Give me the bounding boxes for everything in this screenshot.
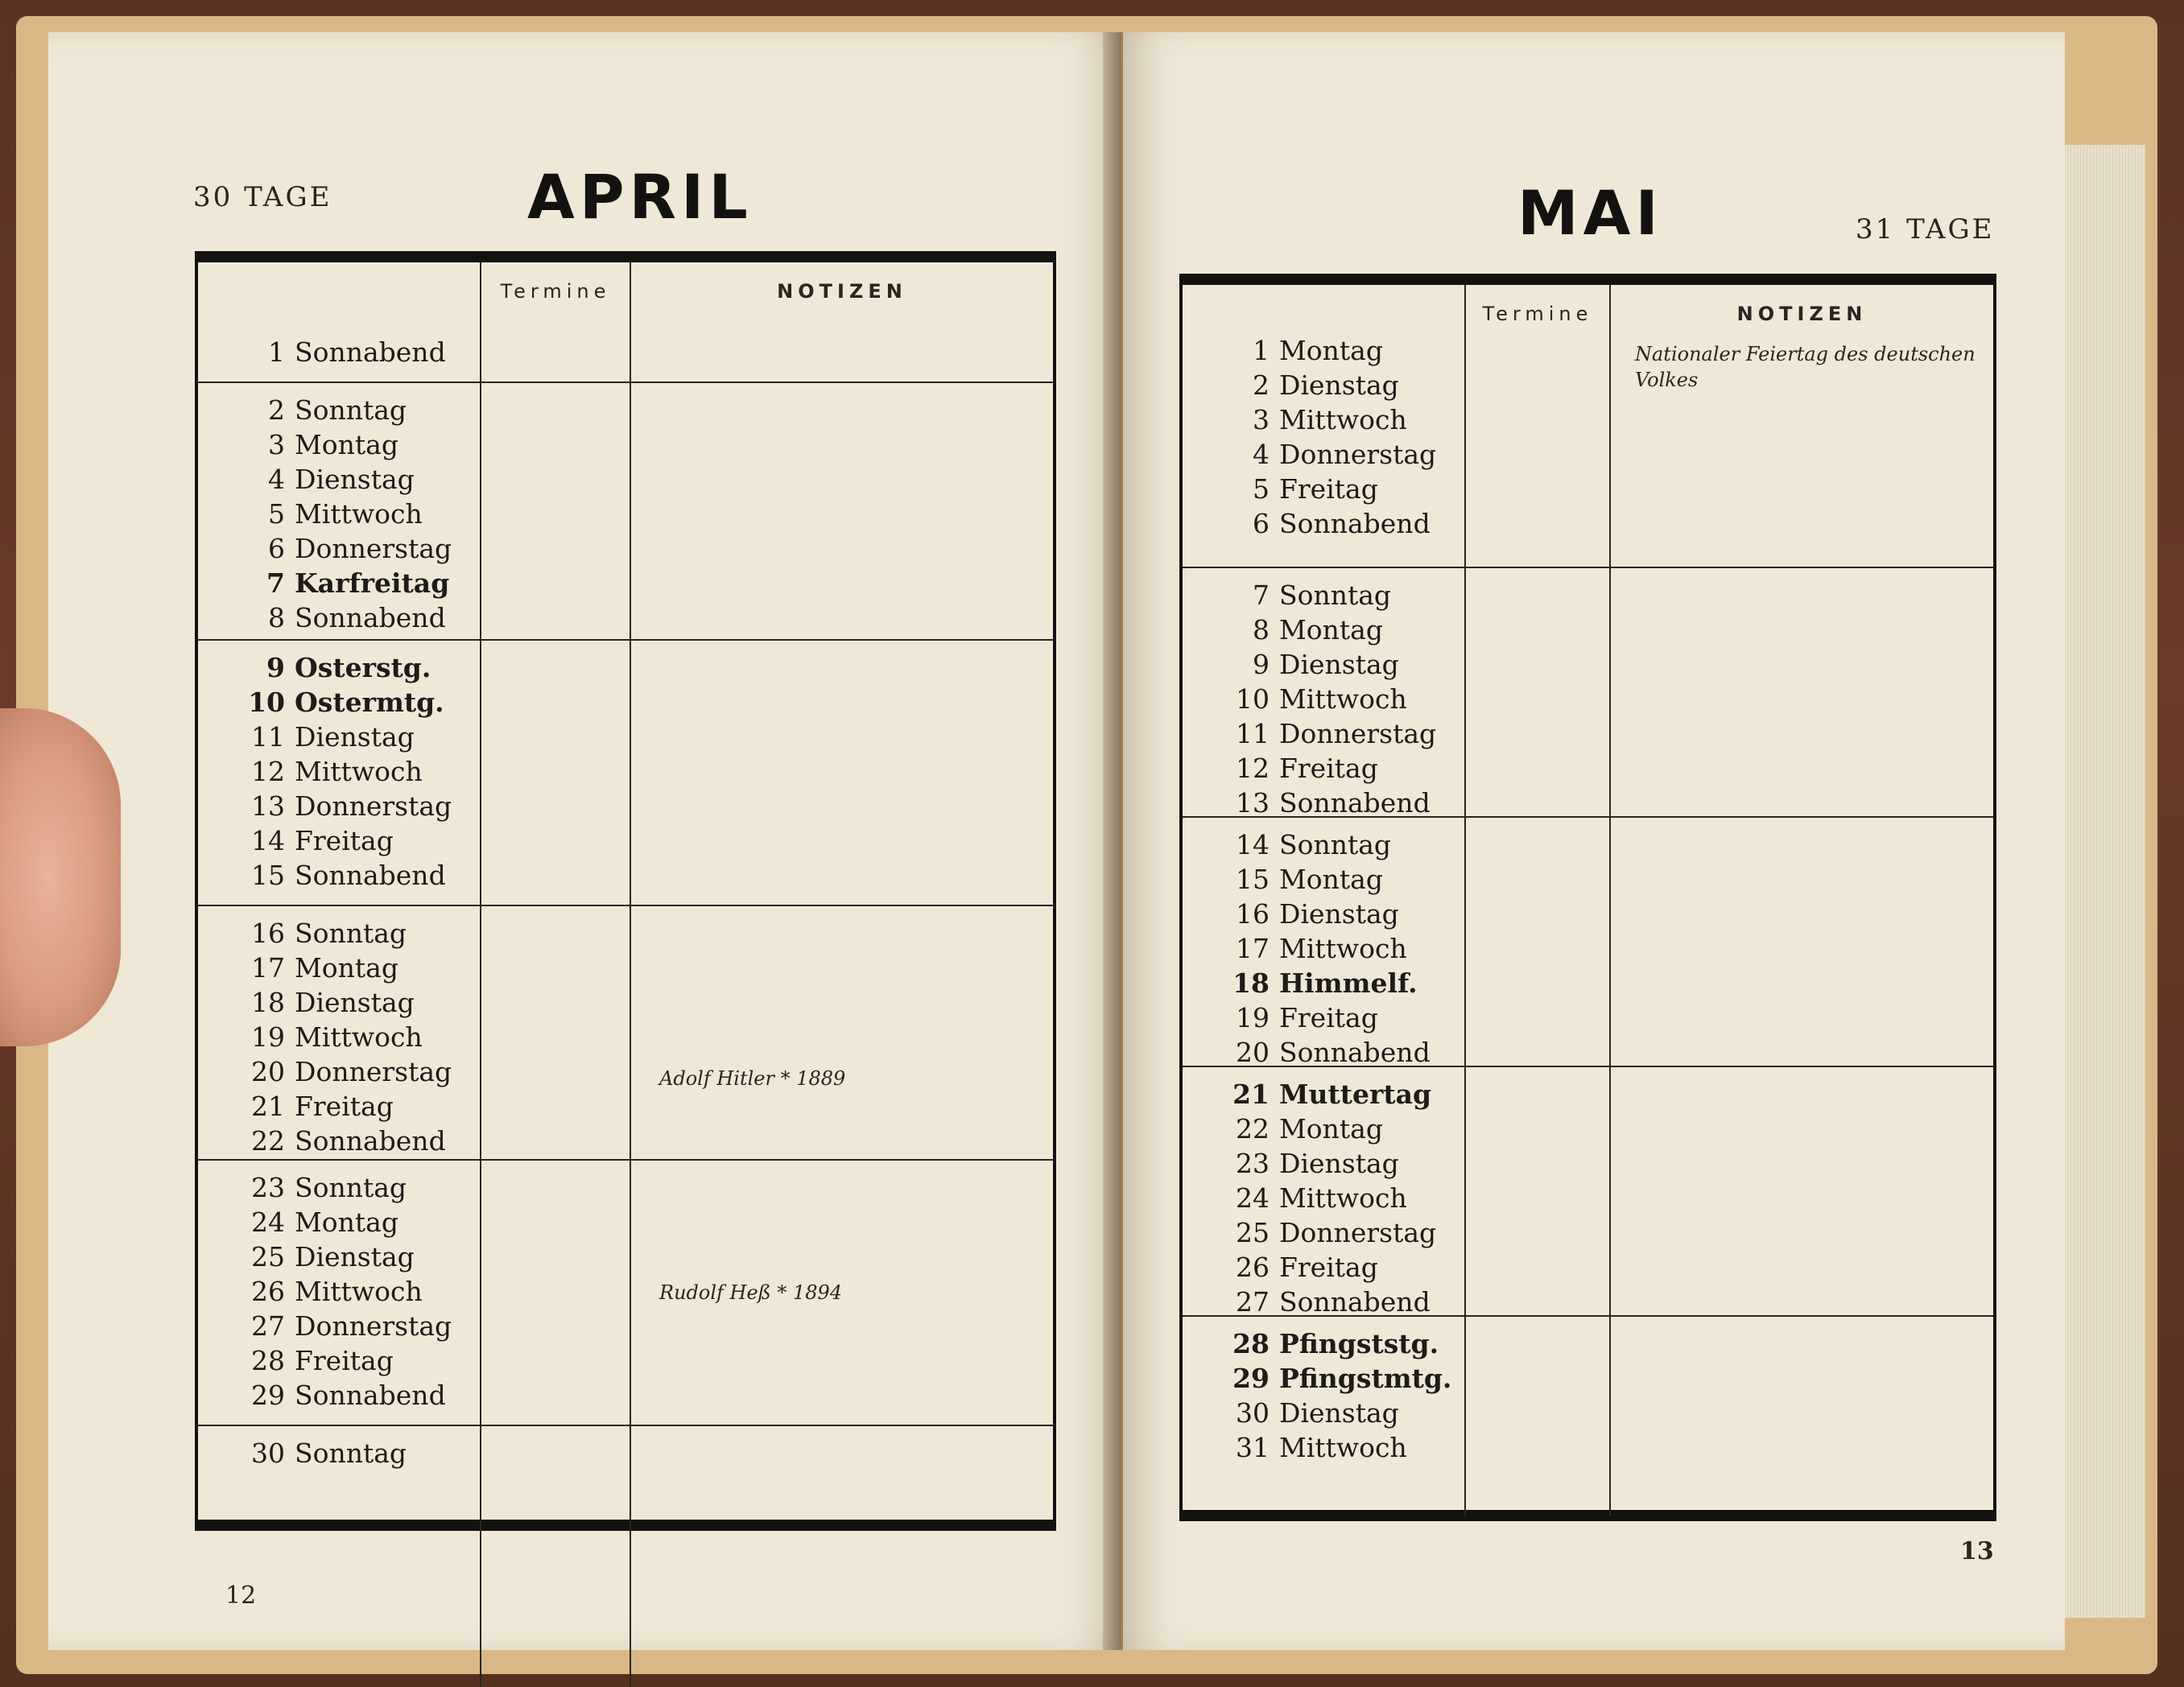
day-number: 15 bbox=[251, 860, 285, 891]
week-cell bbox=[1183, 1315, 1464, 1516]
day-name: Dienstag bbox=[295, 987, 415, 1018]
day-entry bbox=[1223, 1215, 1464, 1250]
day-number: 25 bbox=[1236, 1217, 1270, 1248]
day-entry bbox=[1223, 506, 1464, 541]
week-cell bbox=[198, 1159, 480, 1425]
day-number: 26 bbox=[1236, 1252, 1270, 1283]
day-entry bbox=[1223, 1430, 1464, 1465]
day-name: Sonnabend bbox=[295, 602, 446, 633]
week-cell bbox=[198, 639, 480, 905]
day-entry bbox=[238, 1239, 480, 1274]
day-number: 14 bbox=[251, 825, 285, 856]
termine-cell bbox=[1464, 333, 1609, 567]
day-number: 25 bbox=[251, 1241, 285, 1272]
day-name: Freitag bbox=[295, 1345, 394, 1376]
day-number: 24 bbox=[1236, 1182, 1270, 1214]
week-cell bbox=[198, 382, 480, 639]
day-name: Freitag bbox=[295, 1091, 394, 1122]
day-name: Mittwoch bbox=[1279, 404, 1407, 435]
day-name: Donnerstag bbox=[295, 1056, 452, 1087]
day-name: Dienstag bbox=[1279, 369, 1399, 401]
day-entry bbox=[1223, 1035, 1464, 1070]
day-number: 3 bbox=[1253, 404, 1270, 435]
day-name: Dienstag bbox=[1279, 898, 1399, 930]
day-name: Dienstag bbox=[1279, 649, 1399, 680]
notizen-cell bbox=[1609, 816, 1993, 1066]
day-number: 11 bbox=[251, 721, 285, 753]
day-number: 28 bbox=[1232, 1328, 1270, 1359]
day-name: Freitag bbox=[1279, 473, 1378, 505]
day-entry bbox=[238, 1170, 480, 1205]
day-name: Montag bbox=[1279, 864, 1383, 895]
day-name: Sonnabend bbox=[1279, 1037, 1431, 1068]
day-name: Sonnabend bbox=[1279, 787, 1431, 819]
week-cell bbox=[1183, 567, 1464, 819]
day-entry bbox=[1223, 1361, 1464, 1396]
day-number: 22 bbox=[251, 1125, 285, 1157]
day-entry bbox=[1223, 716, 1464, 751]
day-entry bbox=[238, 335, 480, 369]
right-page bbox=[1123, 32, 2065, 1650]
day-number: 23 bbox=[251, 1172, 285, 1203]
day-entry bbox=[238, 1274, 480, 1309]
day-number: 20 bbox=[251, 1056, 285, 1087]
day-name: Mittwoch bbox=[1279, 683, 1407, 715]
day-entry bbox=[238, 951, 480, 985]
day-name: Sonntag bbox=[1279, 829, 1392, 860]
day-number: 18 bbox=[251, 987, 285, 1018]
day-entry bbox=[1223, 827, 1464, 862]
page-edges bbox=[2065, 145, 2145, 1618]
notizen-cell bbox=[1609, 567, 1993, 816]
day-number: 26 bbox=[251, 1276, 285, 1307]
day-entry bbox=[1223, 402, 1464, 437]
day-name: Freitag bbox=[295, 825, 394, 856]
day-entry bbox=[238, 685, 480, 720]
day-count-label: 31 TAGE bbox=[1856, 213, 1995, 245]
day-number: 10 bbox=[248, 687, 285, 718]
day-number: 8 bbox=[268, 602, 285, 633]
day-entry bbox=[238, 427, 480, 462]
notizen-column-header: NOTIZEN bbox=[1609, 285, 1993, 333]
day-number: 14 bbox=[1236, 829, 1270, 860]
day-entry bbox=[1223, 1077, 1464, 1112]
day-number: 4 bbox=[1253, 439, 1270, 470]
day-number: 10 bbox=[1236, 683, 1270, 715]
day-entry bbox=[1223, 578, 1464, 613]
day-number: 28 bbox=[251, 1345, 285, 1376]
termine-cell bbox=[1464, 1315, 1609, 1516]
day-number: 17 bbox=[251, 952, 285, 984]
day-number: 24 bbox=[251, 1206, 285, 1238]
day-entry bbox=[1223, 786, 1464, 820]
week-cell bbox=[1183, 816, 1464, 1066]
day-name: Ostermtg. bbox=[295, 687, 444, 718]
month-title: MAI bbox=[1517, 177, 1663, 249]
day-name: Donnerstag bbox=[1279, 718, 1437, 749]
notizen-cell bbox=[1609, 333, 1993, 567]
day-number: 29 bbox=[1232, 1363, 1270, 1394]
day-entry bbox=[1223, 1146, 1464, 1181]
day-entry bbox=[238, 1436, 480, 1470]
day-entry bbox=[1223, 1396, 1464, 1430]
day-entry bbox=[1223, 437, 1464, 472]
notizen-cell bbox=[630, 905, 1053, 1159]
day-name: Mittwoch bbox=[295, 1021, 423, 1053]
day-name: Montag bbox=[295, 1206, 398, 1238]
day-entry bbox=[1223, 472, 1464, 506]
notizen-cell bbox=[1609, 1315, 1993, 1516]
day-name: Sonnabend bbox=[295, 1125, 446, 1157]
day-name: Montag bbox=[1279, 335, 1383, 366]
week-cell bbox=[1183, 333, 1464, 567]
day-name: Sonnabend bbox=[295, 1380, 446, 1411]
day-number: 19 bbox=[1236, 1002, 1270, 1033]
day-number: 13 bbox=[1236, 787, 1270, 819]
day-number: 9 bbox=[266, 652, 285, 683]
day-number: 29 bbox=[251, 1380, 285, 1411]
day-number: 22 bbox=[1236, 1113, 1270, 1145]
day-name: Sonnabend bbox=[295, 336, 446, 368]
day-name: Dienstag bbox=[295, 1241, 415, 1272]
day-entry bbox=[238, 985, 480, 1020]
day-name: Karfreitag bbox=[295, 567, 450, 599]
day-entry bbox=[238, 1343, 480, 1378]
day-number: 19 bbox=[251, 1021, 285, 1053]
notizen-cell bbox=[630, 1425, 1053, 1687]
day-entry bbox=[238, 789, 480, 823]
day-entry bbox=[1223, 862, 1464, 897]
day-entry bbox=[238, 531, 480, 566]
day-number: 21 bbox=[1232, 1079, 1270, 1110]
termine-column-header: Termine bbox=[1464, 285, 1609, 333]
day-name: Montag bbox=[295, 952, 398, 984]
day-number: 1 bbox=[1253, 335, 1270, 366]
week-cell bbox=[198, 905, 480, 1159]
day-name: Mittwoch bbox=[295, 1276, 423, 1307]
day-number: 15 bbox=[1236, 864, 1270, 895]
day-entry bbox=[1223, 613, 1464, 647]
day-name: Sonnabend bbox=[1279, 1286, 1431, 1318]
day-name: Sonntag bbox=[295, 918, 407, 949]
note-text: Adolf Hitler * 1889 bbox=[659, 1067, 846, 1090]
day-number: 27 bbox=[1236, 1286, 1270, 1318]
day-entry bbox=[1223, 333, 1464, 368]
termine-cell bbox=[480, 1159, 630, 1425]
day-name: Montag bbox=[1279, 1113, 1383, 1145]
week-cell bbox=[1183, 1066, 1464, 1318]
day-entry bbox=[238, 600, 480, 635]
day-name: Sonnabend bbox=[1279, 508, 1431, 539]
left-page bbox=[48, 32, 1119, 1650]
day-name: Sonntag bbox=[295, 1172, 407, 1203]
day-number: 6 bbox=[268, 533, 285, 564]
calendar-table bbox=[1179, 274, 1996, 1521]
day-entry bbox=[1223, 751, 1464, 786]
day-name: Sonntag bbox=[295, 394, 407, 426]
day-number: 20 bbox=[1236, 1037, 1270, 1068]
day-entry bbox=[1223, 1285, 1464, 1319]
day-number: 13 bbox=[251, 790, 285, 822]
day-name: Mittwoch bbox=[295, 756, 423, 787]
day-entry bbox=[238, 566, 480, 600]
day-name: Himmelf. bbox=[1279, 967, 1418, 999]
day-name: Pfingstmtg. bbox=[1279, 1363, 1452, 1394]
day-entry bbox=[238, 1124, 480, 1158]
week-cell bbox=[198, 1425, 480, 1687]
notizen-column-header: NOTIZEN bbox=[630, 262, 1053, 382]
day-entry bbox=[1223, 966, 1464, 1000]
day-number: 2 bbox=[268, 394, 285, 426]
calendar-table bbox=[195, 251, 1056, 1531]
termine-column-header: Termine bbox=[480, 262, 630, 382]
day-number: 4 bbox=[268, 464, 285, 495]
day-name: Donnerstag bbox=[1279, 439, 1437, 470]
day-number: 30 bbox=[251, 1437, 285, 1469]
day-entry bbox=[1223, 897, 1464, 931]
day-count-label: 30 TAGE bbox=[193, 181, 332, 213]
day-name: Donnerstag bbox=[295, 790, 452, 822]
day-entry bbox=[1223, 1181, 1464, 1215]
day-entry bbox=[1223, 1326, 1464, 1361]
termine-cell bbox=[1464, 816, 1609, 1066]
day-entry bbox=[238, 1054, 480, 1089]
termine-cell bbox=[480, 382, 630, 639]
thumb bbox=[0, 708, 121, 1046]
day-name: Dienstag bbox=[295, 721, 415, 753]
note-text: Rudolf Heß * 1894 bbox=[659, 1281, 843, 1304]
day-name: Donnerstag bbox=[1279, 1217, 1437, 1248]
day-name: Donnerstag bbox=[295, 1310, 452, 1342]
day-name: Muttertag bbox=[1279, 1079, 1432, 1110]
day-entry bbox=[1223, 1250, 1464, 1285]
week-cell bbox=[198, 262, 480, 382]
day-entry bbox=[1223, 368, 1464, 402]
day-name: Freitag bbox=[1279, 1002, 1378, 1033]
day-number: 17 bbox=[1236, 933, 1270, 964]
day-number: 11 bbox=[1236, 718, 1270, 749]
day-number: 18 bbox=[1232, 967, 1270, 999]
day-name: Freitag bbox=[1279, 1252, 1378, 1283]
day-entry bbox=[238, 858, 480, 893]
day-entry bbox=[238, 720, 480, 754]
day-entry bbox=[1223, 931, 1464, 966]
day-number: 6 bbox=[1253, 508, 1270, 539]
day-name: Dienstag bbox=[1279, 1397, 1399, 1429]
day-name: Sonntag bbox=[295, 1437, 407, 1469]
day-name: Osterstg. bbox=[295, 652, 431, 683]
day-number: 12 bbox=[251, 756, 285, 787]
day-number: 16 bbox=[251, 918, 285, 949]
day-number: 5 bbox=[268, 498, 285, 530]
notizen-cell bbox=[630, 1159, 1053, 1425]
day-name: Freitag bbox=[1279, 753, 1378, 784]
day-number: 7 bbox=[1253, 580, 1270, 611]
day-entry bbox=[238, 1309, 480, 1343]
day-name: Pfingststg. bbox=[1279, 1328, 1439, 1359]
day-number: 21 bbox=[251, 1091, 285, 1122]
day-entry bbox=[238, 754, 480, 789]
termine-cell bbox=[480, 639, 630, 905]
note-text: Nationaler Feiertag des deutschen Volkes bbox=[1635, 343, 1976, 391]
day-number: 12 bbox=[1236, 753, 1270, 784]
page-number: 12 bbox=[225, 1582, 257, 1610]
day-number: 8 bbox=[1253, 614, 1270, 646]
day-number: 3 bbox=[268, 429, 285, 460]
day-name: Mittwoch bbox=[1279, 1432, 1407, 1463]
header-blank bbox=[1183, 285, 1464, 333]
day-entry bbox=[1223, 682, 1464, 716]
termine-cell bbox=[480, 905, 630, 1159]
day-entry bbox=[1223, 1000, 1464, 1035]
day-entry bbox=[238, 1020, 480, 1054]
day-name: Sonnabend bbox=[295, 860, 446, 891]
day-name: Dienstag bbox=[295, 464, 415, 495]
day-entry bbox=[238, 393, 480, 427]
day-entry bbox=[238, 1378, 480, 1413]
day-number: 16 bbox=[1236, 898, 1270, 930]
day-number: 7 bbox=[266, 567, 285, 599]
notizen-cell bbox=[630, 382, 1053, 639]
termine-cell bbox=[480, 1425, 630, 1687]
day-entry bbox=[238, 650, 480, 685]
day-name: Mittwoch bbox=[1279, 933, 1407, 964]
notizen-cell bbox=[1609, 1066, 1993, 1315]
day-number: 1 bbox=[268, 336, 285, 368]
day-number: 27 bbox=[251, 1310, 285, 1342]
termine-cell bbox=[1464, 1066, 1609, 1315]
day-entry bbox=[238, 916, 480, 951]
day-name: Sonntag bbox=[1279, 580, 1392, 611]
day-number: 31 bbox=[1236, 1432, 1270, 1463]
day-name: Mittwoch bbox=[1279, 1182, 1407, 1214]
day-entry bbox=[238, 462, 480, 497]
day-entry bbox=[238, 1089, 480, 1124]
notizen-cell bbox=[630, 639, 1053, 905]
month-title: APRIL bbox=[527, 161, 753, 233]
day-number: 5 bbox=[1253, 473, 1270, 505]
day-name: Montag bbox=[1279, 614, 1383, 646]
day-number: 30 bbox=[1236, 1397, 1270, 1429]
day-name: Donnerstag bbox=[295, 533, 452, 564]
page-number: 13 bbox=[1960, 1537, 1994, 1565]
termine-cell bbox=[1464, 567, 1609, 816]
day-number: 23 bbox=[1236, 1148, 1270, 1179]
day-number: 2 bbox=[1253, 369, 1270, 401]
day-name: Mittwoch bbox=[295, 498, 423, 530]
day-entry bbox=[1223, 647, 1464, 682]
day-name: Dienstag bbox=[1279, 1148, 1399, 1179]
day-entry bbox=[238, 497, 480, 531]
day-number: 9 bbox=[1253, 649, 1270, 680]
day-entry bbox=[1223, 1112, 1464, 1146]
day-name: Montag bbox=[295, 429, 398, 460]
day-entry bbox=[238, 823, 480, 858]
day-entry bbox=[238, 1205, 480, 1239]
